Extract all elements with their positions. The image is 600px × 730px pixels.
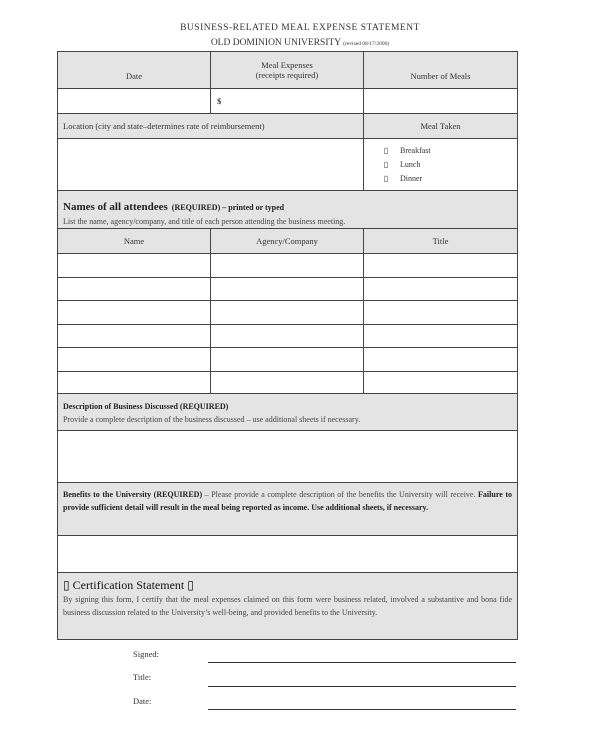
certification-title: ▯ Certification Statement ▯: [63, 578, 194, 592]
attendees-section-header: [57, 190, 518, 229]
receipts-label: (receipts required): [255, 70, 319, 80]
meal-label: Breakfast: [400, 145, 431, 155]
attendee-title-cell[interactable]: [363, 347, 518, 372]
benefits-field[interactable]: [57, 535, 518, 573]
signed-label: Signed:: [133, 649, 159, 659]
benefits-instructions: – Please provide a complete description of the benefits the University will receive.: [202, 490, 479, 499]
location-field[interactable]: [57, 138, 364, 191]
meal-expenses-header: [210, 51, 364, 89]
meal-label: Lunch: [400, 159, 421, 169]
benefits-header: [57, 482, 518, 536]
date-line[interactable]: [208, 709, 516, 710]
meal-taken-header: Meal Taken: [363, 113, 518, 139]
column-agency: Agency/Company: [210, 228, 364, 254]
dollar-sign: $: [217, 96, 222, 106]
attendees-instructions: List the name, agency/company, and title of each person attending the business meeting.: [63, 217, 346, 226]
date-header: Date: [57, 51, 211, 89]
attendee-title-cell[interactable]: [363, 300, 518, 325]
attendee-name-cell[interactable]: [57, 371, 211, 396]
meal-expenses-label: Meal Expenses: [261, 60, 313, 70]
description-header: [57, 393, 518, 431]
meal-option-breakfast[interactable]: ▯ Breakfast: [383, 145, 431, 155]
attendee-title-cell[interactable]: [363, 277, 518, 302]
certification-text: By signing this form, I certify that the meal expenses claimed on this form were business related, involved a substantive and bona fide business discussion related to the University’s well-being, and provided benefits to the University.: [63, 595, 512, 617]
attendee-agency-cell[interactable]: [210, 300, 364, 325]
description-field[interactable]: [57, 430, 518, 483]
form-subtitle: [0, 38, 600, 48]
number-of-meals-field[interactable]: [363, 88, 518, 114]
meal-taken-options: [363, 138, 518, 191]
meal-option-dinner[interactable]: ▯ Dinner: [383, 173, 423, 183]
column-name: Name: [57, 228, 211, 254]
attendee-agency-cell[interactable]: [210, 347, 364, 372]
attendee-agency-cell[interactable]: [210, 324, 364, 349]
revision-date: (revised 08/17/2006): [343, 41, 390, 47]
date-field[interactable]: [57, 88, 211, 114]
benefits-title: Benefits to the University (REQUIRED): [63, 490, 203, 499]
attendee-agency-cell[interactable]: [210, 253, 364, 278]
certification-title-text: Certification Statement: [72, 578, 185, 592]
title-label: Title:: [133, 672, 152, 682]
university-name: OLD DOMINION UNIVERSITY: [210, 38, 341, 48]
attendee-name-cell[interactable]: [57, 324, 211, 349]
column-title: Title: [363, 228, 518, 254]
description-instructions: Provide a complete description of the business discussed – use additional sheets if necessary.: [63, 415, 361, 424]
description-title: Description of Business Discussed (REQUIRED): [63, 402, 229, 411]
location-header: Location (city and state–determines rate of reimbursement): [57, 113, 364, 139]
attendee-name-cell[interactable]: [57, 347, 211, 372]
attendee-agency-cell[interactable]: [210, 277, 364, 302]
certification-section: [57, 572, 518, 640]
meal-expenses-field[interactable]: [210, 88, 364, 114]
benefits-warning: Failure to provide sufficient detail will result in the meal being reported as income. Use additional sheets, if necessary.: [63, 490, 513, 512]
attendee-title-cell[interactable]: [363, 371, 518, 396]
attendees-required: (REQUIRED) – printed or typed: [171, 203, 285, 212]
attendee-name-cell[interactable]: [57, 253, 211, 278]
attendee-title-cell[interactable]: [363, 253, 518, 278]
meal-option-lunch[interactable]: ▯ Lunch: [383, 159, 421, 169]
number-of-meals-header: Number of Meals: [363, 51, 518, 89]
meal-label: Dinner: [400, 173, 423, 183]
title-line[interactable]: [208, 686, 516, 687]
attendee-name-cell[interactable]: [57, 277, 211, 302]
attendee-title-cell[interactable]: [363, 324, 518, 349]
attendee-name-cell[interactable]: [57, 300, 211, 325]
signed-line[interactable]: [208, 662, 516, 663]
date-label: Date:: [133, 696, 152, 706]
form-title: BUSINESS-RELATED MEAL EXPENSE STATEMENT: [180, 23, 420, 33]
attendee-agency-cell[interactable]: [210, 371, 364, 396]
attendees-title: Names of all attendees: [63, 201, 168, 213]
